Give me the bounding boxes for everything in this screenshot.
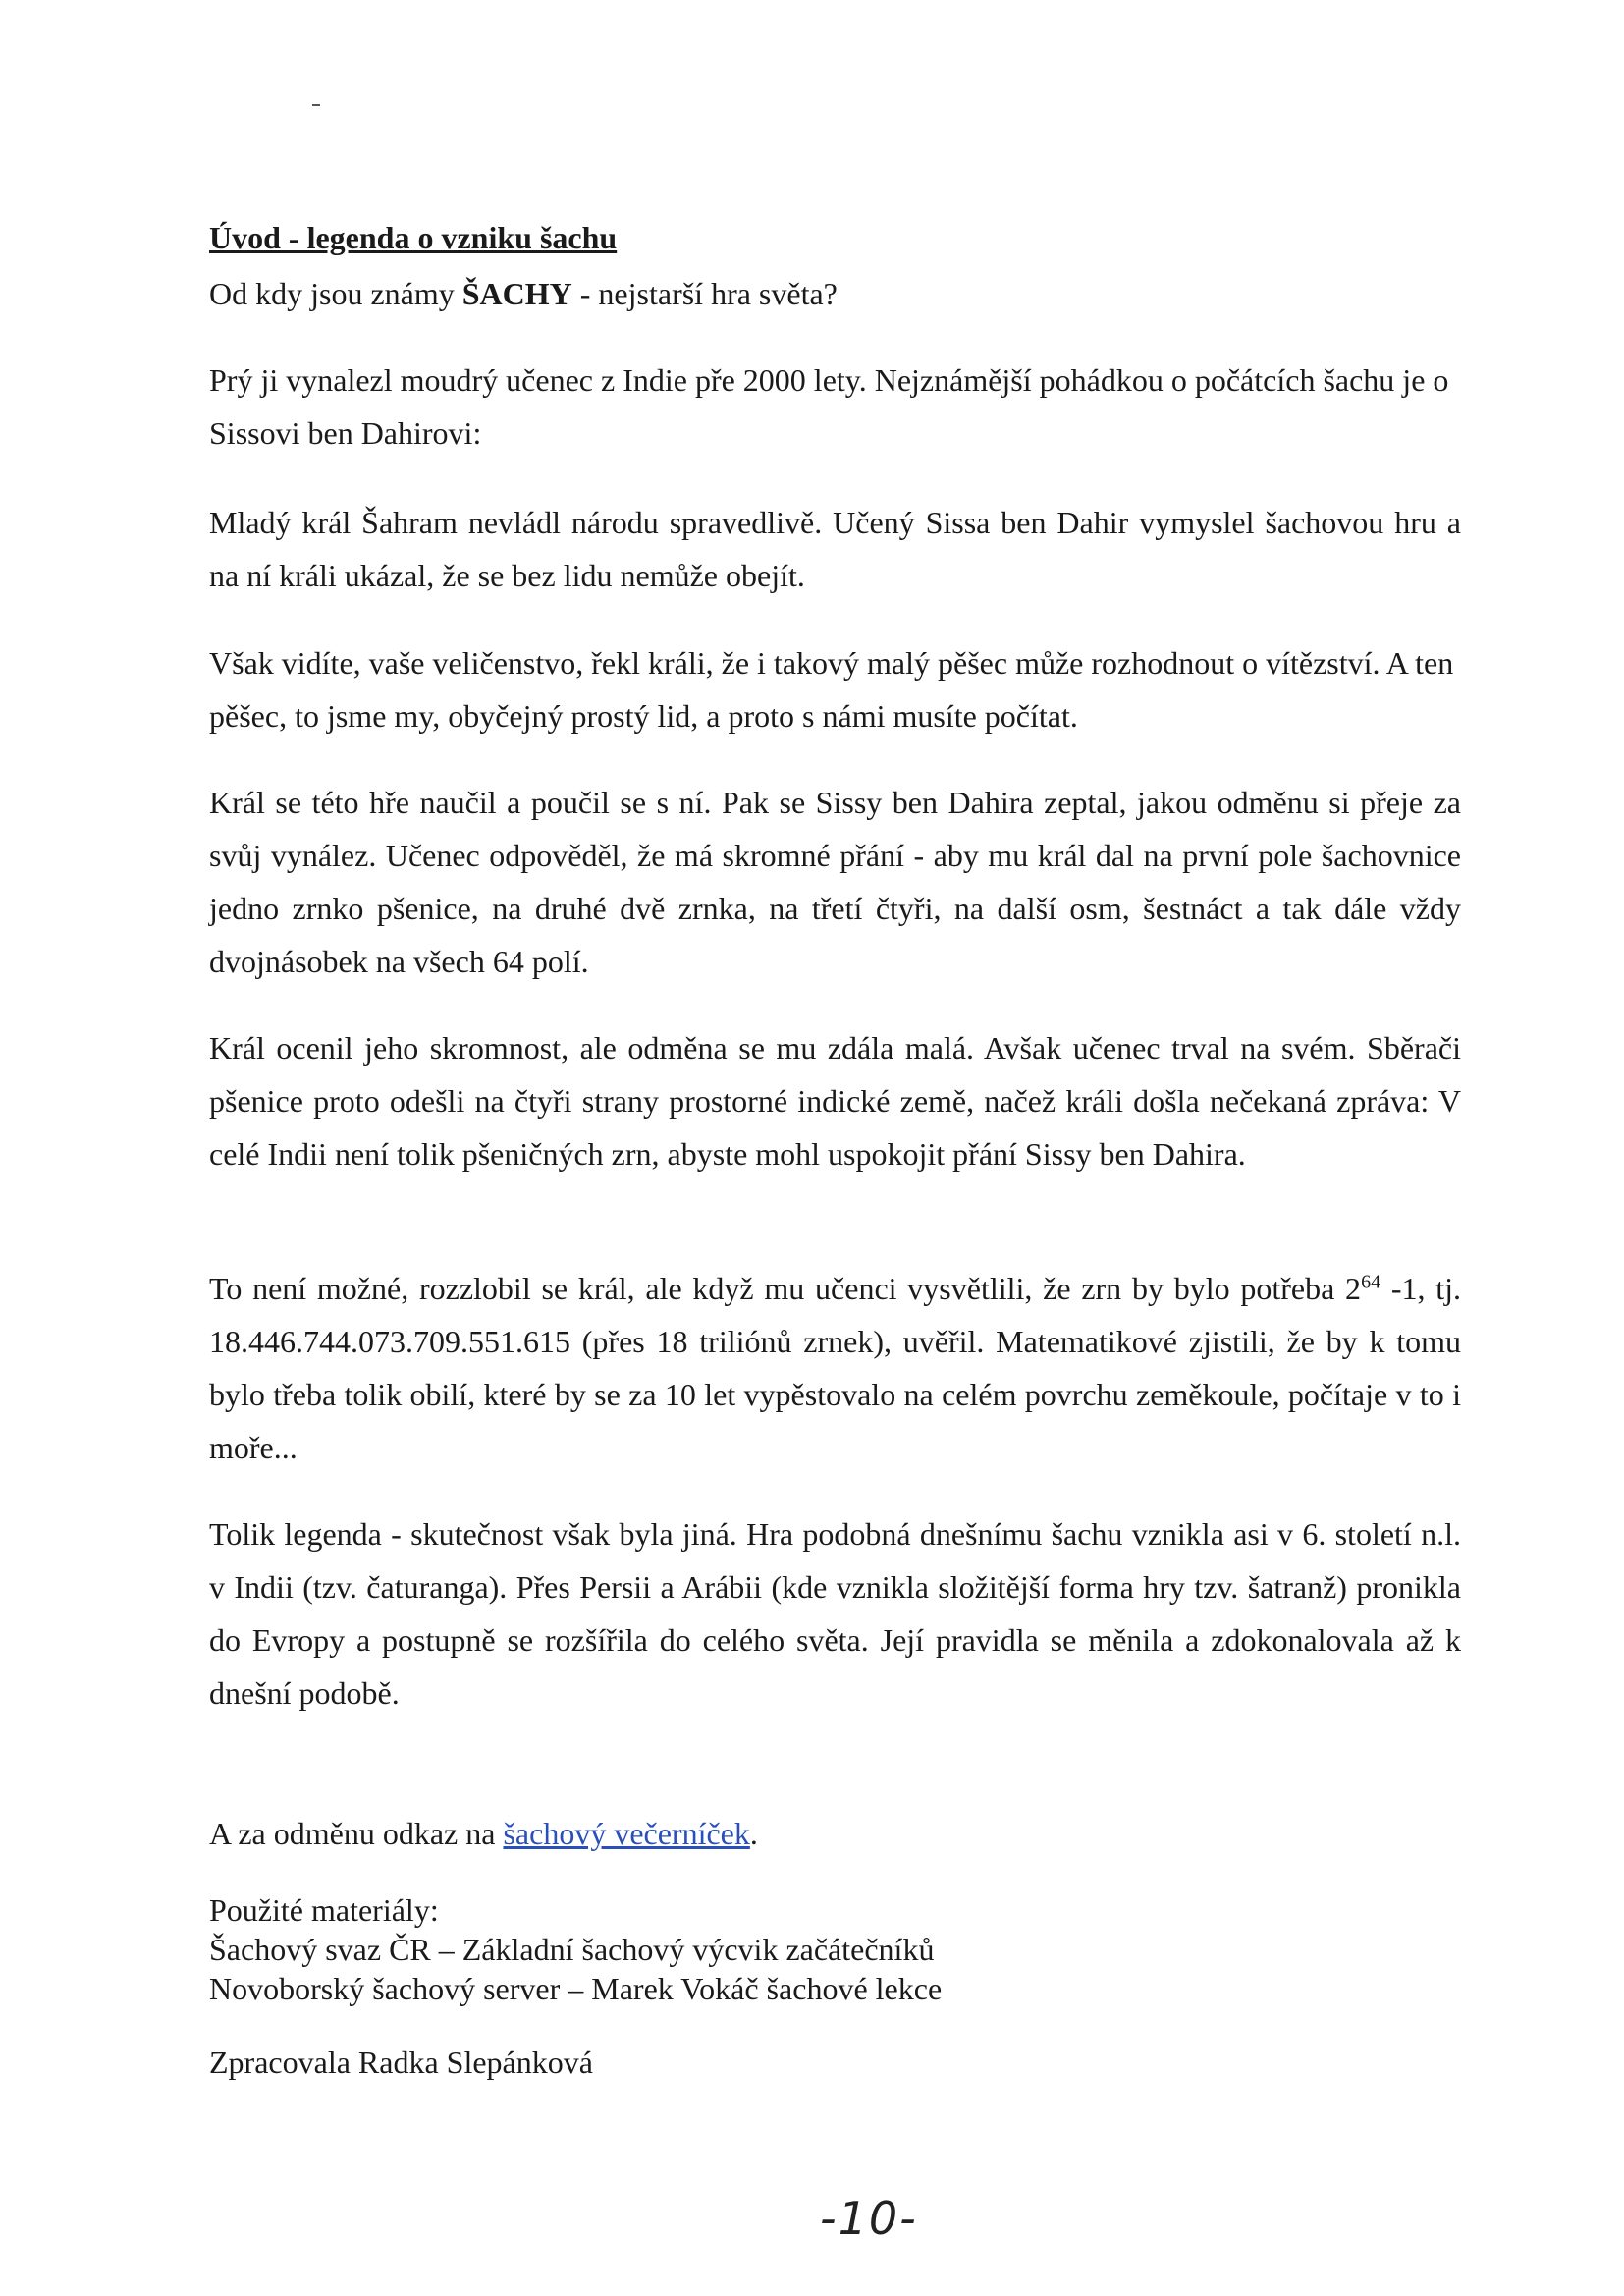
paragraph-6-start: To není možné, rozzlobil se král, ale když mu učenci vysvětlili, že zrn by bylo potřeba 2 xyxy=(209,1271,1362,1306)
sources-block xyxy=(209,1890,1461,2008)
reward-text: A za odměnu odkaz na xyxy=(209,1816,504,1851)
paragraph-2: Mladý král Šahram nevládl národu spravedlivě. Učený Sissa ben Dahir vymyslel šachovou hru a na ní králi ukázal, že se bez lidu nemůže obejít. xyxy=(209,505,1461,593)
scan-speck xyxy=(312,104,320,106)
paragraph-6 xyxy=(209,1262,1461,1474)
paragraph-4: Král se této hře naučil a poučil se s ní. Pak se Sissy ben Dahira zeptal, jakou odměnu si přeje za svůj vynález. Učenec odpověděl, že má skromné přání - aby mu král dal na první pole šachovnice jedno zrnko pšenice, na druhé dvě zrnka, na třetí čtyři, na další osm, šestnáct a tak dále vždy dvojnásobek na všech 64 polí. xyxy=(209,785,1461,979)
page-title: Úvod - legenda o vzniku šachu xyxy=(209,220,618,255)
reward-period: . xyxy=(749,1816,758,1851)
paragraph-6-end: -1, tj. 18.446.744.073.709.551.615 (přes 18 triliónů zrnek), uvěřil. Matematikové zjistili, že by k tomu bylo třeba tolik obilí, které by se za 10 let vypěstovalo na celém povrchu zeměkoule, počítaje v to i moře... xyxy=(209,1271,1462,1465)
question-text-end: - nejstarší hra světa? xyxy=(571,276,838,311)
sachovy-vecernicek-link[interactable]: šachový večerníček xyxy=(503,1816,750,1851)
author-line: Zpracovala Radka Slepánková xyxy=(209,2045,593,2080)
exponent: 64 xyxy=(1361,1271,1381,1293)
question-text-start: Od kdy jsou známy xyxy=(209,276,462,311)
page-number: -10- xyxy=(820,2192,918,2245)
source-item: Novoborský šachový server – Marek Vokáč šachové lekce xyxy=(209,1971,943,2006)
question-bold-word: ŠACHY xyxy=(461,276,572,311)
paragraph-7: Tolik legenda - skutečnost však byla jiná. Hra podobná dnešnímu šachu vznikla asi v 6. století n.l. v Indii (tzv. čaturanga). Přes Persii a Arábii (kde vznikla složitější forma hry tzv. šatranž) pronikla do Evropy a postupně se rozšířila do celého světa. Její pravidla se měnila a zdokonalovala až k dnešní podobě. xyxy=(209,1516,1461,1711)
intro-question xyxy=(209,267,838,320)
paragraph-1: Prý ji vynalezl moudrý učenec z Indie pře 2000 lety. Nejznámější pohádkou o počátcích šachu je o Sissovi ben Dahirovi: xyxy=(209,362,1449,451)
reward-line xyxy=(209,1807,1461,1860)
sources-label: Použité materiály: xyxy=(209,1892,439,1928)
source-item: Šachový svaz ČR – Základní šachový výcvik začátečníků xyxy=(209,1932,935,1967)
paragraph-5: Král ocenil jeho skromnost, ale odměna se mu zdála malá. Avšak učenec trval na svém. Sběrači pšenice proto odešli na čtyři strany prostorné indické země, načež králi došla nečekaná zpráva: V celé Indii není tolik pšeničných zrn, abyste mohl uspokojit přání Sissy ben Dahira. xyxy=(209,1030,1461,1172)
paragraph-3: Však vidíte, vaše veličenstvo, řekl králi, že i takový malý pěšec může rozhodnout o vítězství. A ten pěšec, to jsme my, obyčejný prostý lid, a proto s námi musíte počítat. xyxy=(209,645,1454,734)
